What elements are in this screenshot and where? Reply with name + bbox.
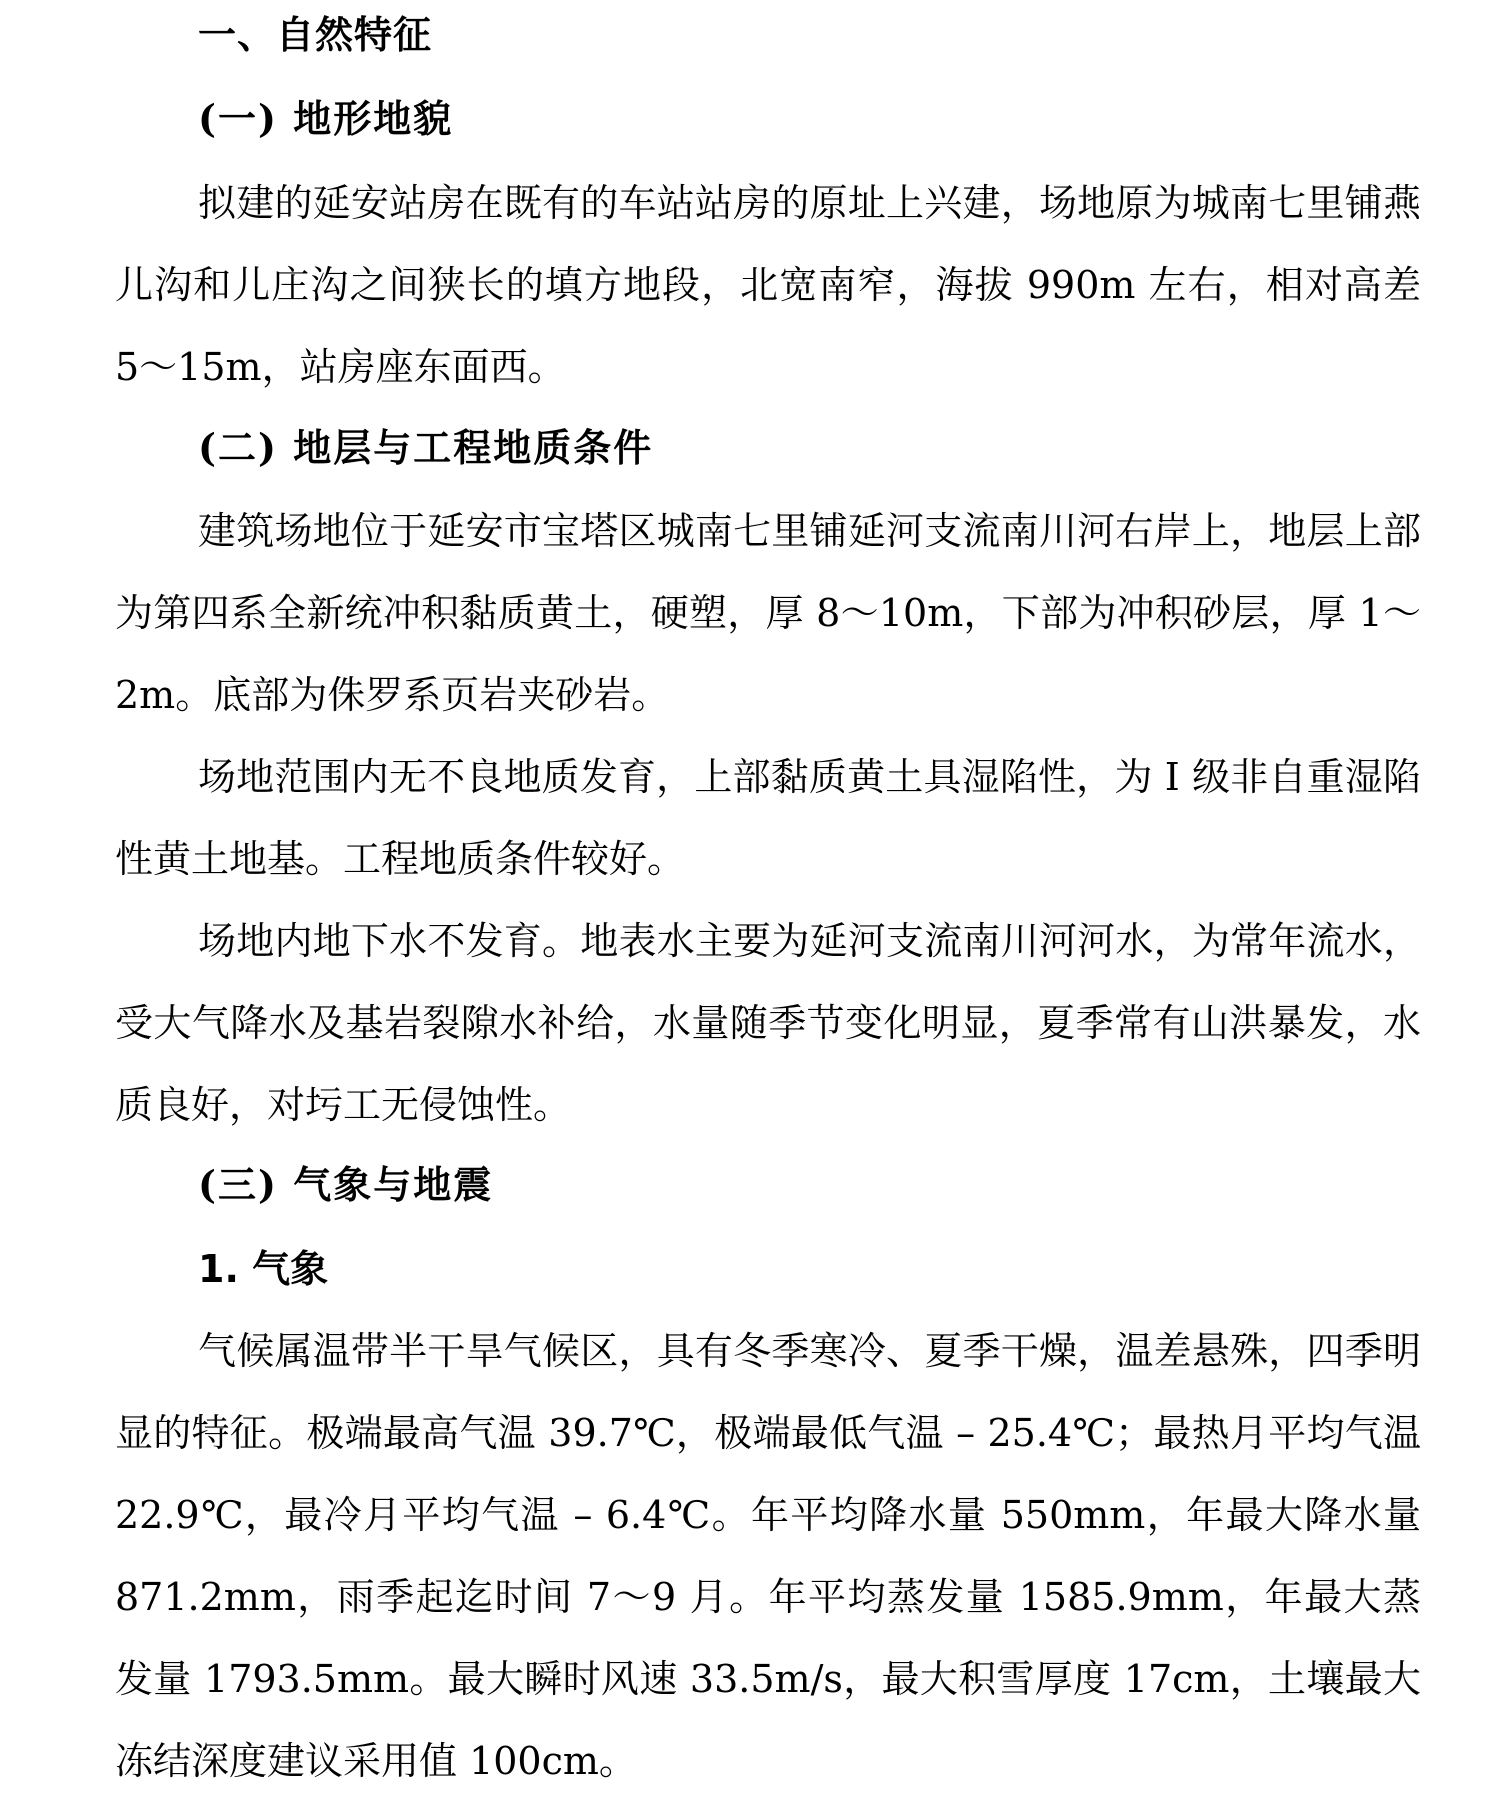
section-title: 一、自然特征 (198, 13, 433, 57)
subsection-heading-weather-seismic: (三) 气象与地震 (198, 1162, 494, 1207)
paragraph-water: 场地内地下水不发育。地表水主要为延河支流南川河河水，为常年流水，受大气降水及基岩裂隙水补给，水量随季节变化明显，夏季常有山洪暴发，水质良好，对圬工无侵蚀性。 (115, 919, 1421, 1127)
paragraph-strata: 建筑场地位于延安市宝塔区城南七里铺延河支流南川河右岸上，地层上部为第四系全新统冲积黏质黄土，硬塑，厚 8～10m，下部为冲积砂层，厚 1～2m。底部为侏罗系页岩夹砂岩。 (115, 509, 1421, 717)
paragraph-climate: 气候属温带半干旱气候区，具有冬季寒冷、夏季干燥，温差悬殊，四季明显的特征。极端最高气温 39.7℃，极端最低气温 – 25.4℃；最热月平均气温 22.9℃，最冷月平均气温 – 6.4℃。年平均降水量 550mm，年最大降水量 871.2mm，雨季起迄时间 7～9 月。年平均蒸发量 1585.9mm，年最大蒸发量 1793.5mm。最大瞬时风速 33.5m/s，最大积雪厚度 17cm，土壤最大冻结深度建议采用值 100cm。 (115, 1329, 1421, 1783)
paragraph-terrain: 拟建的延安站房在既有的车站站房的原址上兴建，场地原为城南七里铺燕儿沟和儿庄沟之间狭长的填方地段，北宽南窄，海拔 990m 左右，相对高差 5～15m，站房座东面西。 (115, 181, 1421, 389)
subsection-heading-geology: (二) 地层与工程地质条件 (198, 425, 654, 470)
sub-item-heading-weather: 1. 气象 (198, 1247, 329, 1291)
subsection-heading-terrain: (一) 地形地貌 (198, 96, 454, 141)
paragraph-geologic-condition: 场地范围内无不良地质发育，上部黏质黄土具湿陷性，为 I 级非自重湿陷性黄土地基。工程地质条件较好。 (115, 755, 1421, 881)
